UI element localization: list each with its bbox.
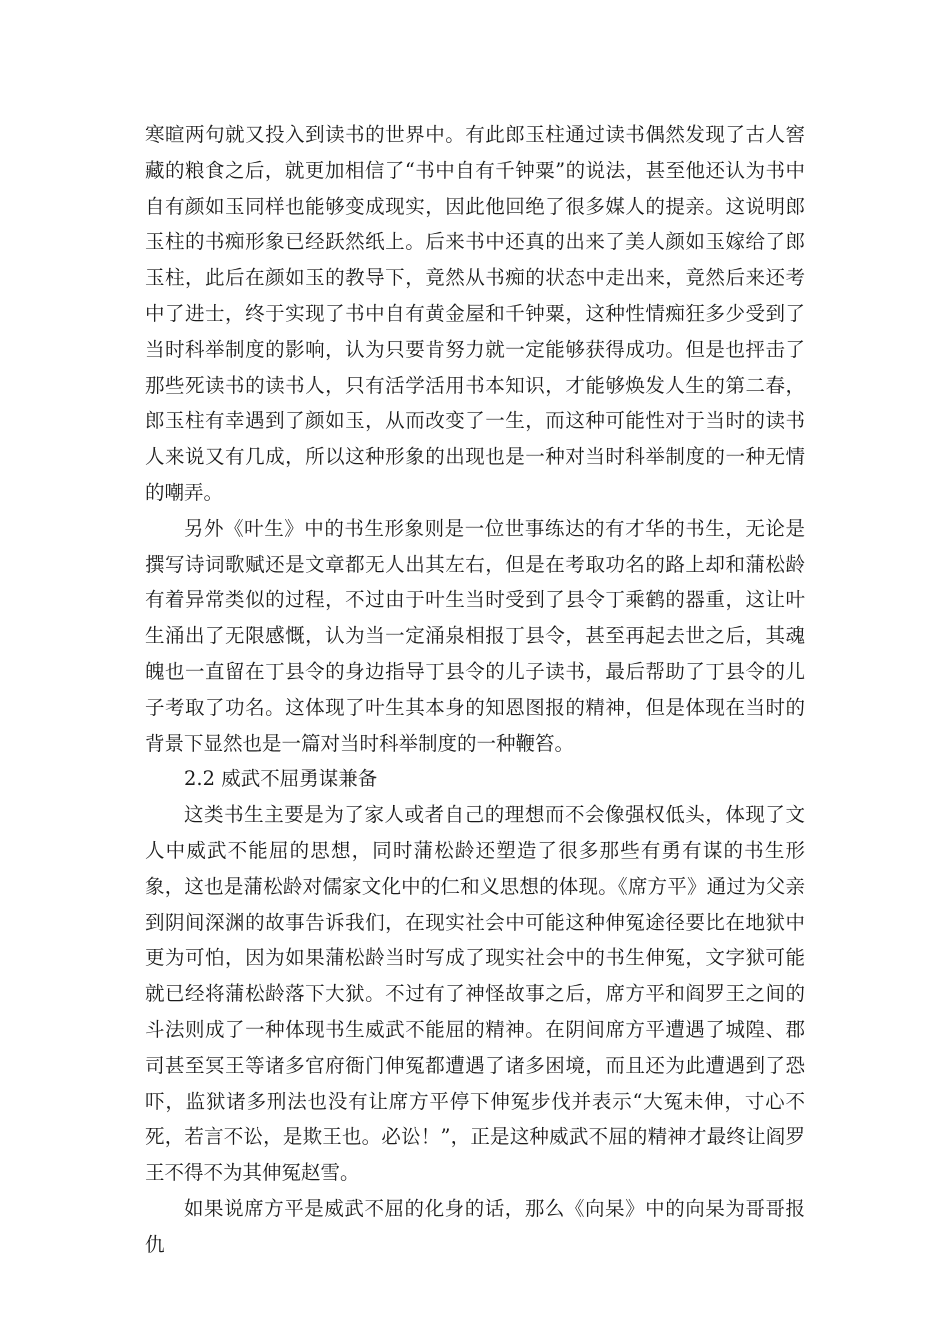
paragraph-xiang-gao: 如果说席方平是威武不屈的化身的话，那么《向杲》中的向杲为哥哥报仇 [145, 1196, 805, 1256]
paragraph-xi-fangping: 这类书生主要是为了家人或者自己的理想而不会像强权低头，体现了文人中威武不能屈的思想，同时蒲松龄还塑造了很多那些有勇有谋的书生形象，这也是蒲松龄对儒家文化中的仁和义思想的体现。《席方平》通过为父亲到阴间深渊的故事告诉我们，在现实社会中可能这种伸冤途径要比在地狱中更为可怕，因为如果蒲松龄当时写成了现实社会中的书生伸冤，文字狱可能就已经将蒲松龄落下大狱。不过有了神怪故事之后，席方平和阎罗王之间的斗法则成了一种体现书生威武不能屈的精神。在阴间席方平遭遇了城隍、郡司甚至冥王等诸多官府衙门伸冤都遭遇了诸多困境，而且还为此遭遇到了恐吓，监狱诸多刑法也没有让席方平停下伸冤步伐并表示“大冤未伸，寸心不死，若言不讼，是欺王也。必讼！”，正是这种威武不屈的精神才最终让阎罗王不得不为其伸冤赵雪。 [145, 803, 805, 1185]
paragraph-continuation: 寒暄两句就又投入到读书的世界中。有此郎玉柱通过读书偶然发现了古人窖藏的粮食之后，就更加相信了“书中自有千钟粟”的说法，甚至他还认为书中自有颜如玉同样也能够变成现实，因此他回绝了很多媒人的提亲。这说明郎玉柱的书痴形象已经跃然纸上。后来书中还真的出来了美人颜如玉嫁给了郎玉柱，此后在颜如玉的教导下，竟然从书痴的状态中走出来，竟然后来还考中了进士，终于实现了书中自有黄金屋和千钟粟，这种性情痴狂多少受到了当时科举制度的影响，认为只要肯努力就一定能够获得成功。但是也抨击了那些死读书的读书人，只有活学活用书本知识，才能够焕发人生的第二春，郎玉柱有幸遇到了颜如玉，从而改变了一生，而这种可能性对于当时的读书人来说又有几成，所以这种形象的出现也是一种对当时科举制度的一种无情的嘲弄。 [145, 123, 805, 504]
document-page [145, 117, 805, 1263]
paragraph-ye-sheng: 另外《叶生》中的书生形象则是一位世事练达的有才华的书生，无论是撰写诗词歌赋还是文章都无人出其左右，但是在考取功名的路上却和蒲松龄有着异常类似的过程，不过由于叶生当时受到了县令丁乘鹤的器重，这让叶生涌出了无限感慨，认为当一定涌泉相报丁县令，甚至再起去世之后，其魂魄也一直留在丁县令的身边指导丁县令的儿子读书，最后帮助了丁县令的儿子考取了功名。这体现了叶生其本身的知恩图报的精神，但是体现在当时的背景下显然也是一篇对当时科举制度的一种鞭笞。 [145, 516, 805, 755]
section-heading: 2.2 威武不屈勇谋兼备 [184, 767, 378, 791]
